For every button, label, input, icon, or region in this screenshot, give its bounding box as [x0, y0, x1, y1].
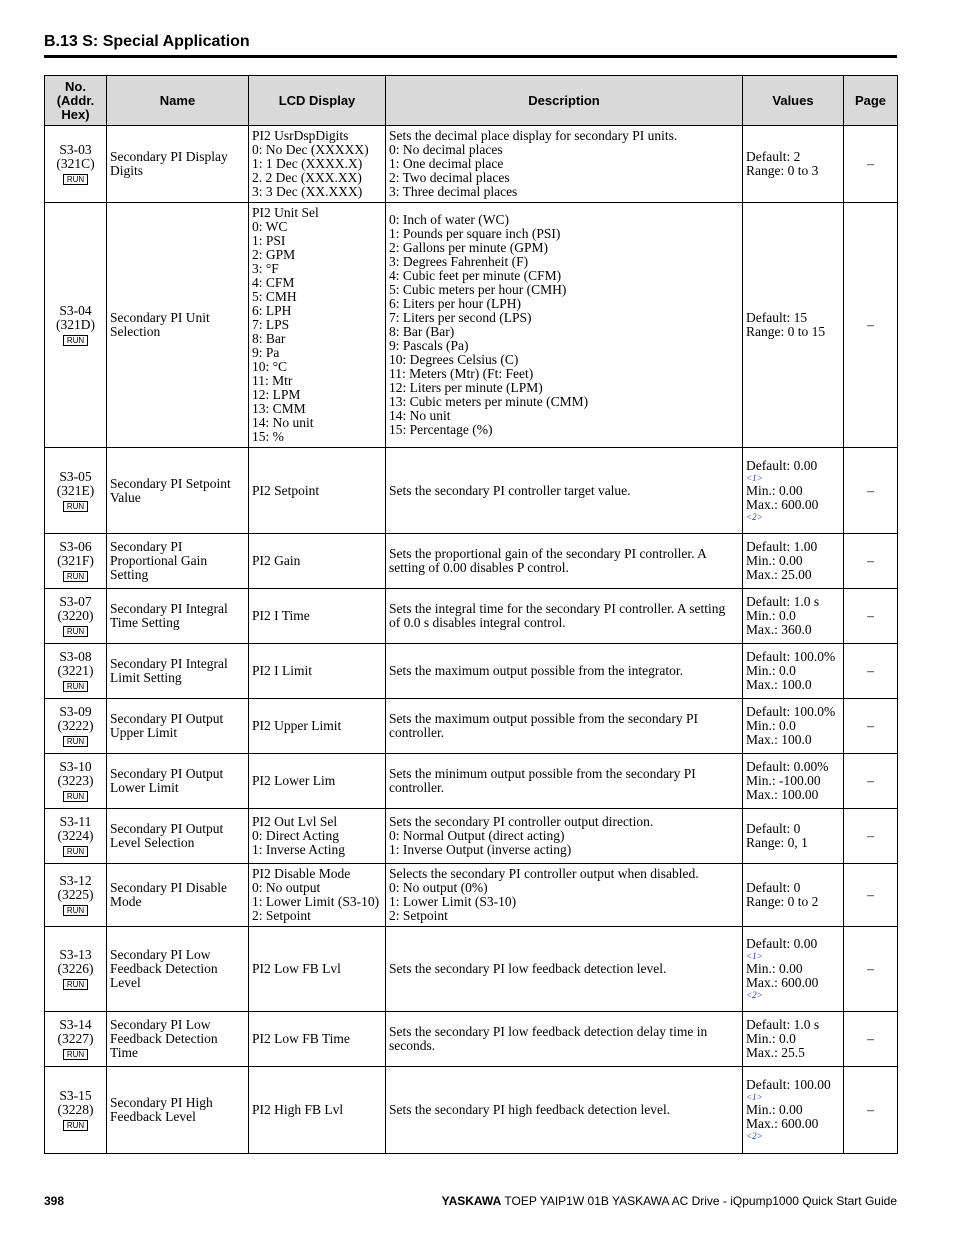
lcd-line: 2: Setpoint — [252, 908, 311, 923]
description-line: 9: Pascals (Pa) — [389, 338, 469, 353]
page-ref: – — [867, 828, 874, 843]
lcd-line: 3: 3 Dec (XX.XXX) — [252, 184, 363, 199]
page-ref-cell — [844, 1012, 898, 1067]
param-name-cell — [107, 126, 249, 203]
description-line: 1: Pounds per square inch (PSI) — [389, 226, 561, 241]
lcd-line: PI2 I Limit — [252, 663, 312, 678]
param-number-cell — [45, 1012, 107, 1067]
run-badge: RUN — [63, 174, 88, 185]
lcd-line: 13: CMM — [252, 401, 306, 416]
page-ref: – — [867, 156, 874, 171]
col-header-no: No. (Addr. Hex) — [45, 76, 107, 126]
param-number-cell — [45, 448, 107, 534]
param-number: S3-04 — [59, 303, 92, 318]
description-line: Sets the integral time for the secondary PI controller. A setting of 0.0 s disables integral control. — [389, 601, 726, 630]
description-line: Sets the proportional gain of the secondary PI controller. A setting of 0.00 disables P control. — [389, 546, 707, 575]
description-line: Sets the maximum output possible from the integrator. — [389, 663, 683, 678]
values-cell — [743, 809, 844, 864]
param-name-cell — [107, 1067, 249, 1154]
page-ref: – — [867, 317, 874, 332]
lcd-display-cell — [249, 644, 386, 699]
description-cell — [386, 754, 743, 809]
value-line: Min.: 0.0 — [746, 718, 796, 733]
param-name-cell — [107, 534, 249, 589]
run-badge: RUN — [63, 335, 88, 346]
description-cell — [386, 809, 743, 864]
param-number-cell — [45, 589, 107, 644]
value-line: Max.: 25.00 — [746, 567, 812, 582]
footnote-ref: <1> — [746, 951, 763, 961]
table-row — [45, 754, 898, 809]
param-address: (3223) — [57, 773, 94, 788]
value-line: Default: 1.0 s — [746, 1017, 820, 1032]
param-name-cell — [107, 699, 249, 754]
param-number-cell — [45, 644, 107, 699]
run-badge: RUN — [63, 979, 88, 990]
description-line: Sets the decimal place display for secondary PI units. — [389, 128, 678, 143]
param-name: Secondary PI Integral Time Setting — [110, 601, 228, 630]
footnote-ref: <1> — [746, 1092, 763, 1102]
col-header-name: Name — [107, 76, 249, 126]
param-address: (321F) — [57, 553, 94, 568]
run-badge: RUN — [63, 1049, 88, 1060]
table-row — [45, 809, 898, 864]
header-rule — [44, 55, 897, 58]
value-line: Range: 0 to 3 — [746, 163, 819, 178]
value-line: Default: 2 — [746, 149, 801, 164]
lcd-line: 11: Mtr — [252, 373, 293, 388]
lcd-display-cell — [249, 448, 386, 534]
param-number: S3-03 — [59, 142, 92, 157]
lcd-line: 0: WC — [252, 219, 288, 234]
param-name: Secondary PI Proportional Gain Setting — [110, 539, 208, 582]
param-number: S3-12 — [59, 873, 92, 888]
lcd-line: PI2 Out Lvl Sel — [252, 814, 338, 829]
lcd-line: PI2 Disable Mode — [252, 866, 351, 881]
table-row — [45, 448, 898, 534]
param-name-cell — [107, 203, 249, 448]
param-name: Secondary PI Output Upper Limit — [110, 711, 224, 740]
param-number-cell — [45, 927, 107, 1012]
lcd-line: 14: No unit — [252, 415, 314, 430]
param-address: (321E) — [56, 482, 95, 498]
description-line: Sets the secondary PI controller target value. — [389, 482, 631, 498]
param-address: (3227) — [57, 1031, 94, 1046]
table-row — [45, 203, 898, 448]
lcd-line: 6: LPH — [252, 303, 292, 318]
description-line: 4: Cubic feet per minute (CFM) — [389, 268, 562, 283]
lcd-line: 1: 1 Dec (XXXX.X) — [252, 156, 363, 171]
values-cell — [743, 1067, 844, 1154]
run-badge: RUN — [63, 501, 88, 512]
param-number-cell — [45, 1067, 107, 1154]
values-cell — [743, 864, 844, 927]
page-number: 398 — [44, 1194, 65, 1208]
value-line: Max.: 600.00 — [746, 975, 819, 990]
param-address: (321C) — [56, 156, 95, 171]
description-line: 3: Degrees Fahrenheit (F) — [389, 254, 529, 269]
lcd-line: PI2 High FB Lvl — [252, 1102, 344, 1117]
description-line: 5: Cubic meters per hour (CMH) — [389, 282, 567, 297]
lcd-line: 1: Lower Limit (S3-10) — [252, 894, 380, 909]
param-name: Secondary PI Output Level Selection — [110, 821, 224, 850]
lcd-display-cell — [249, 754, 386, 809]
value-line: Min.: 0.0 — [746, 1031, 796, 1046]
values-cell — [743, 448, 844, 534]
table-row — [45, 644, 898, 699]
values-cell — [743, 927, 844, 1012]
description-line: Sets the secondary PI low feedback detection level. — [389, 961, 667, 976]
param-address: (3224) — [57, 828, 94, 843]
param-number-cell — [45, 809, 107, 864]
value-line: Default: 1.0 s — [746, 594, 820, 609]
param-name: Secondary PI Low Feedback Detection Level — [110, 947, 218, 990]
description-line: Sets the minimum output possible from the secondary PI controller. — [389, 766, 696, 795]
value-line: Max.: 600.00 — [746, 496, 819, 512]
page-ref-cell — [844, 754, 898, 809]
footer-doc-title — [442, 1194, 897, 1208]
description-line: 1: One decimal place — [389, 156, 504, 171]
section-title: B.13 S: Special Application — [44, 33, 250, 50]
description-line: Selects the secondary PI controller output when disabled. — [389, 866, 699, 881]
footnote-ref: <1> — [746, 472, 763, 483]
values-cell — [743, 589, 844, 644]
param-name-cell — [107, 927, 249, 1012]
param-address: (3228) — [57, 1102, 94, 1117]
table-row — [45, 1012, 898, 1067]
page-ref: – — [867, 608, 874, 623]
table-row — [45, 534, 898, 589]
value-line: Default: 1.00 — [746, 539, 818, 554]
run-badge: RUN — [63, 681, 88, 692]
param-name-cell — [107, 589, 249, 644]
value-line: Min.: 0.00 — [746, 1102, 803, 1117]
page-ref-cell — [844, 126, 898, 203]
description-cell — [386, 1067, 743, 1154]
description-line: 3: Three decimal places — [389, 184, 518, 199]
param-name: Secondary PI Integral Limit Setting — [110, 656, 228, 685]
lcd-line: PI2 Low FB Lvl — [252, 961, 341, 976]
lcd-line: PI2 Setpoint — [252, 482, 320, 498]
param-number: S3-05 — [59, 468, 92, 484]
param-number-cell — [45, 534, 107, 589]
param-number: S3-08 — [59, 649, 92, 664]
table-row — [45, 589, 898, 644]
value-line: Max.: 100.0 — [746, 677, 812, 692]
page-ref: – — [867, 887, 874, 902]
lcd-line: PI2 Gain — [252, 553, 301, 568]
param-name: Secondary PI High Feedback Level — [110, 1095, 213, 1124]
lcd-display-cell — [249, 589, 386, 644]
page-ref-cell — [844, 699, 898, 754]
value-line: Max.: 100.0 — [746, 732, 812, 747]
value-line: Default: 15 — [746, 310, 808, 325]
description-line: 1: Inverse Output (inverse acting) — [389, 842, 572, 857]
param-number: S3-06 — [59, 539, 92, 554]
param-number: S3-11 — [59, 814, 92, 829]
page-ref: – — [867, 553, 874, 568]
page-ref: – — [867, 961, 874, 976]
page-ref-cell — [844, 589, 898, 644]
value-line: Default: 0.00 — [746, 936, 818, 951]
description-line: 0: Normal Output (direct acting) — [389, 828, 565, 843]
value-line: Range: 0 to 15 — [746, 324, 826, 339]
lcd-display-cell — [249, 534, 386, 589]
run-badge: RUN — [63, 846, 88, 857]
description-line: 10: Degrees Celsius (C) — [389, 352, 519, 367]
param-address: (3221) — [57, 663, 94, 678]
run-badge: RUN — [63, 736, 88, 747]
lcd-line: 0: Direct Acting — [252, 828, 339, 843]
value-line: Max.: 25.5 — [746, 1045, 805, 1060]
values-cell — [743, 126, 844, 203]
page-ref-cell — [844, 864, 898, 927]
page-ref-cell — [844, 1067, 898, 1154]
run-badge: RUN — [63, 1120, 88, 1131]
run-badge: RUN — [63, 571, 88, 582]
description-cell — [386, 699, 743, 754]
param-name: Secondary PI Low Feedback Detection Time — [110, 1017, 218, 1060]
lcd-display-cell — [249, 1012, 386, 1067]
description-line: 2: Gallons per minute (GPM) — [389, 240, 548, 255]
lcd-line: 1: PSI — [252, 233, 286, 248]
param-name: Secondary PI Setpoint Value — [110, 475, 231, 505]
page-ref-cell — [844, 927, 898, 1012]
value-line: Range: 0, 1 — [746, 835, 808, 850]
param-name: Secondary PI Disable Mode — [110, 880, 227, 909]
param-number: S3-13 — [59, 947, 92, 962]
description-line: 2: Setpoint — [389, 908, 448, 923]
run-badge: RUN — [63, 791, 88, 802]
description-line: Sets the secondary PI high feedback detection level. — [389, 1102, 671, 1117]
lcd-line: 10: °C — [252, 359, 288, 374]
page-ref: – — [867, 663, 874, 678]
description-cell — [386, 126, 743, 203]
footnote-ref: <2> — [746, 1131, 763, 1141]
param-name-cell — [107, 864, 249, 927]
lcd-line: PI2 Unit Sel — [252, 205, 319, 220]
value-line: Max.: 360.0 — [746, 622, 812, 637]
description-cell — [386, 644, 743, 699]
param-name-cell — [107, 809, 249, 864]
description-line: 15: Percentage (%) — [389, 422, 493, 437]
lcd-line: 1: Inverse Acting — [252, 842, 345, 857]
page-ref: – — [867, 718, 874, 733]
values-cell — [743, 699, 844, 754]
param-number: S3-07 — [59, 594, 92, 609]
description-line: 1: Lower Limit (S3-10) — [389, 894, 517, 909]
page-ref-cell — [844, 534, 898, 589]
description-line: 0: Inch of water (WC) — [389, 212, 509, 227]
parameter-table — [44, 75, 898, 1154]
description-cell — [386, 1012, 743, 1067]
value-line: Min.: 0.0 — [746, 663, 796, 678]
values-cell — [743, 754, 844, 809]
param-address: (3220) — [57, 608, 94, 623]
lcd-line: PI2 UsrDspDigits — [252, 128, 349, 143]
param-name: Secondary PI Display Digits — [110, 149, 228, 178]
description-line: 13: Cubic meters per minute (CMM) — [389, 394, 589, 409]
param-name-cell — [107, 644, 249, 699]
lcd-display-cell — [249, 1067, 386, 1154]
values-cell — [743, 203, 844, 448]
lcd-line: 7: LPS — [252, 317, 290, 332]
value-line: Default: 0 — [746, 821, 801, 836]
description-line: 0: No output (0%) — [389, 880, 488, 895]
value-line: Range: 0 to 2 — [746, 894, 819, 909]
lcd-line: 0: No output — [252, 880, 321, 895]
run-badge: RUN — [63, 905, 88, 916]
value-line: Default: 100.00 — [746, 1077, 831, 1092]
value-line: Min.: -100.00 — [746, 773, 821, 788]
page-ref-cell — [844, 809, 898, 864]
page-ref-cell — [844, 644, 898, 699]
param-number-cell — [45, 754, 107, 809]
param-address: (321D) — [56, 317, 95, 332]
table-row — [45, 864, 898, 927]
value-line: Default: 0 — [746, 880, 801, 895]
lcd-line: 8: Bar — [252, 331, 286, 346]
lcd-display-cell — [249, 203, 386, 448]
description-cell — [386, 448, 743, 534]
description-cell — [386, 589, 743, 644]
lcd-line: 9: Pa — [252, 345, 280, 360]
param-name: Secondary PI Output Lower Limit — [110, 766, 224, 795]
values-cell — [743, 534, 844, 589]
lcd-line: 3: °F — [252, 261, 279, 276]
lcd-display-cell — [249, 927, 386, 1012]
description-line: Sets the secondary PI controller output direction. — [389, 814, 654, 829]
footnote-ref: <2> — [746, 990, 763, 1000]
col-header-description: Description — [386, 76, 743, 126]
table-header-row — [45, 76, 898, 126]
param-number-cell — [45, 203, 107, 448]
description-cell — [386, 534, 743, 589]
description-cell — [386, 927, 743, 1012]
table-row — [45, 699, 898, 754]
description-line: 7: Liters per second (LPS) — [389, 310, 532, 325]
lcd-line: 15: % — [252, 429, 284, 444]
lcd-display-cell — [249, 126, 386, 203]
lcd-line: PI2 I Time — [252, 608, 310, 623]
param-number: S3-09 — [59, 704, 92, 719]
page-ref: – — [867, 482, 874, 498]
param-address: (3222) — [57, 718, 94, 733]
description-line: 8: Bar (Bar) — [389, 324, 455, 339]
lcd-line: 2. 2 Dec (XXX.XX) — [252, 170, 362, 185]
param-number-cell — [45, 699, 107, 754]
footnote-ref: <2> — [746, 511, 763, 522]
col-header-values: Values — [743, 76, 844, 126]
value-line: Min.: 0.00 — [746, 961, 803, 976]
page-ref: – — [867, 773, 874, 788]
lcd-line: 4: CFM — [252, 275, 295, 290]
page-ref-cell — [844, 448, 898, 534]
lcd-line: 12: LPM — [252, 387, 301, 402]
description-line: 6: Liters per hour (LPH) — [389, 296, 521, 311]
param-name-cell — [107, 448, 249, 534]
description-line: Sets the secondary PI low feedback detection delay time in seconds. — [389, 1024, 708, 1053]
description-line: 2: Two decimal places — [389, 170, 510, 185]
lcd-line: 0: No Dec (XXXXX) — [252, 142, 369, 157]
col-header-page: Page — [844, 76, 898, 126]
values-cell — [743, 1012, 844, 1067]
value-line: Default: 0.00 — [746, 457, 818, 473]
value-line: Min.: 0.00 — [746, 482, 803, 498]
description-line: 0: No decimal places — [389, 142, 503, 157]
value-line: Max.: 100.00 — [746, 787, 819, 802]
page-ref: – — [867, 1031, 874, 1046]
description-line: 11: Meters (Mtr) (Ft: Feet) — [389, 366, 534, 381]
param-address: (3225) — [57, 887, 94, 902]
param-name-cell — [107, 1012, 249, 1067]
lcd-line: PI2 Upper Limit — [252, 718, 342, 733]
values-cell — [743, 644, 844, 699]
page-ref-cell — [844, 203, 898, 448]
page-ref: – — [867, 1102, 874, 1117]
col-header-lcd: LCD Display — [249, 76, 386, 126]
param-number-cell — [45, 126, 107, 203]
description-line: 14: No unit — [389, 408, 451, 423]
table-row — [45, 927, 898, 1012]
footer-doc: TOEP YAIP1W 01B YASKAWA AC Drive - iQpump1000 Quick Start Guide — [504, 1194, 897, 1208]
param-number-cell — [45, 864, 107, 927]
lcd-line: PI2 Low FB Time — [252, 1031, 350, 1046]
description-line: Sets the maximum output possible from the secondary PI controller. — [389, 711, 698, 740]
footer-brand: YASKAWA — [441, 1194, 502, 1208]
value-line: Max.: 600.00 — [746, 1116, 819, 1131]
table-row — [45, 1067, 898, 1154]
table-row — [45, 126, 898, 203]
value-line: Min.: 0.0 — [746, 608, 796, 623]
lcd-display-cell — [249, 699, 386, 754]
param-number: S3-14 — [59, 1017, 92, 1032]
param-number: S3-15 — [59, 1088, 92, 1103]
value-line: Min.: 0.00 — [746, 553, 803, 568]
lcd-display-cell — [249, 864, 386, 927]
lcd-line: 5: CMH — [252, 289, 297, 304]
description-cell — [386, 203, 743, 448]
value-line: Default: 100.0% — [746, 704, 836, 719]
param-number: S3-10 — [59, 759, 92, 774]
table-body — [45, 126, 898, 1154]
description-cell — [386, 864, 743, 927]
param-name-cell — [107, 754, 249, 809]
lcd-line: PI2 Lower Lim — [252, 773, 336, 788]
lcd-line: 2: GPM — [252, 247, 296, 262]
value-line: Default: 100.0% — [746, 649, 836, 664]
description-line: 12: Liters per minute (LPM) — [389, 380, 543, 395]
run-badge: RUN — [63, 626, 88, 637]
value-line: Default: 0.00% — [746, 759, 829, 774]
lcd-display-cell — [249, 809, 386, 864]
param-name: Secondary PI Unit Selection — [110, 310, 210, 339]
param-address: (3226) — [57, 961, 94, 976]
